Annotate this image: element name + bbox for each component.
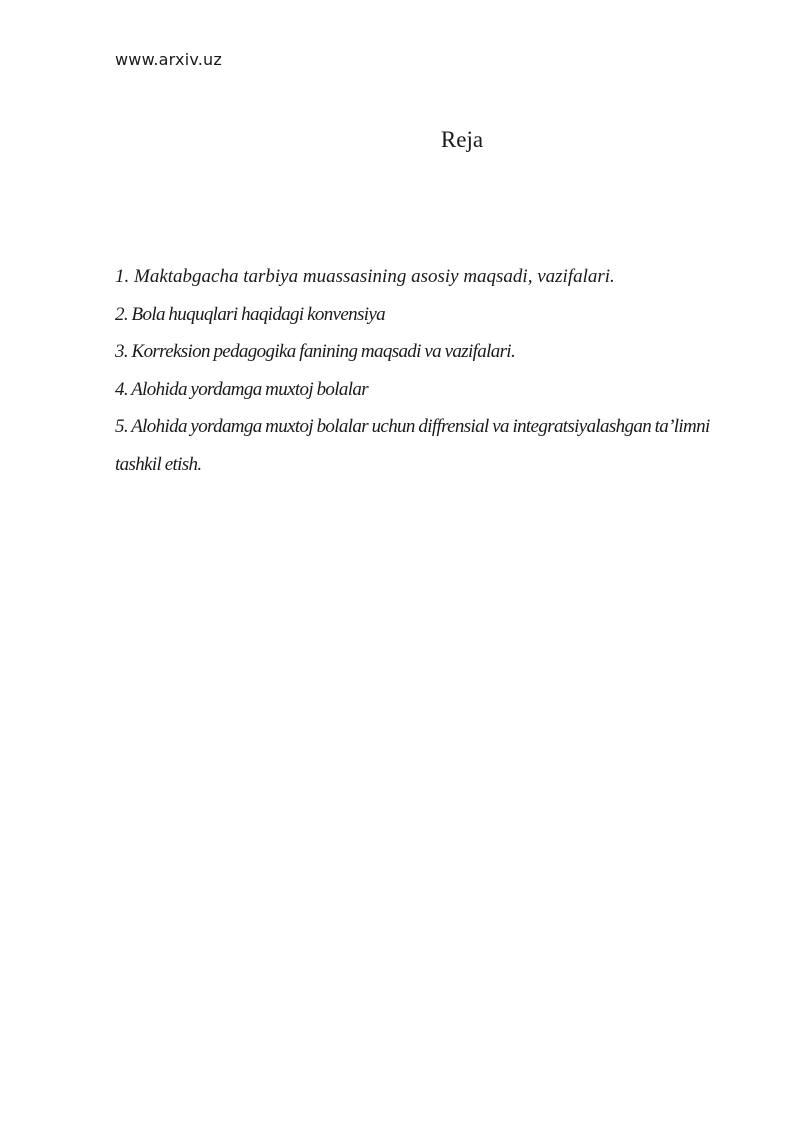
site-url: www.arxiv.uz xyxy=(115,50,222,69)
plan-list xyxy=(115,258,735,483)
page-title: Reja xyxy=(440,127,484,152)
plan-item-4: 4. Alohida yordamga muxtoj bolalar xyxy=(115,378,368,400)
plan-item-2: 2. Bola huquqlari haqidagi konvensiya xyxy=(115,303,385,325)
plan-item-3: 3. Korreksion pedagogika fanining maqsadi va vazifalari. xyxy=(115,341,516,362)
plan-item-1: 1. Maktabgacha tarbiya muassasining asosiy maqsadi, vazifalari. xyxy=(115,266,615,287)
plan-item-5: 5. Alohida yordamga muxtoj bolalar uchun diffrensial va integratsiyalashgan ta’limni tashkil etish. xyxy=(115,416,710,475)
